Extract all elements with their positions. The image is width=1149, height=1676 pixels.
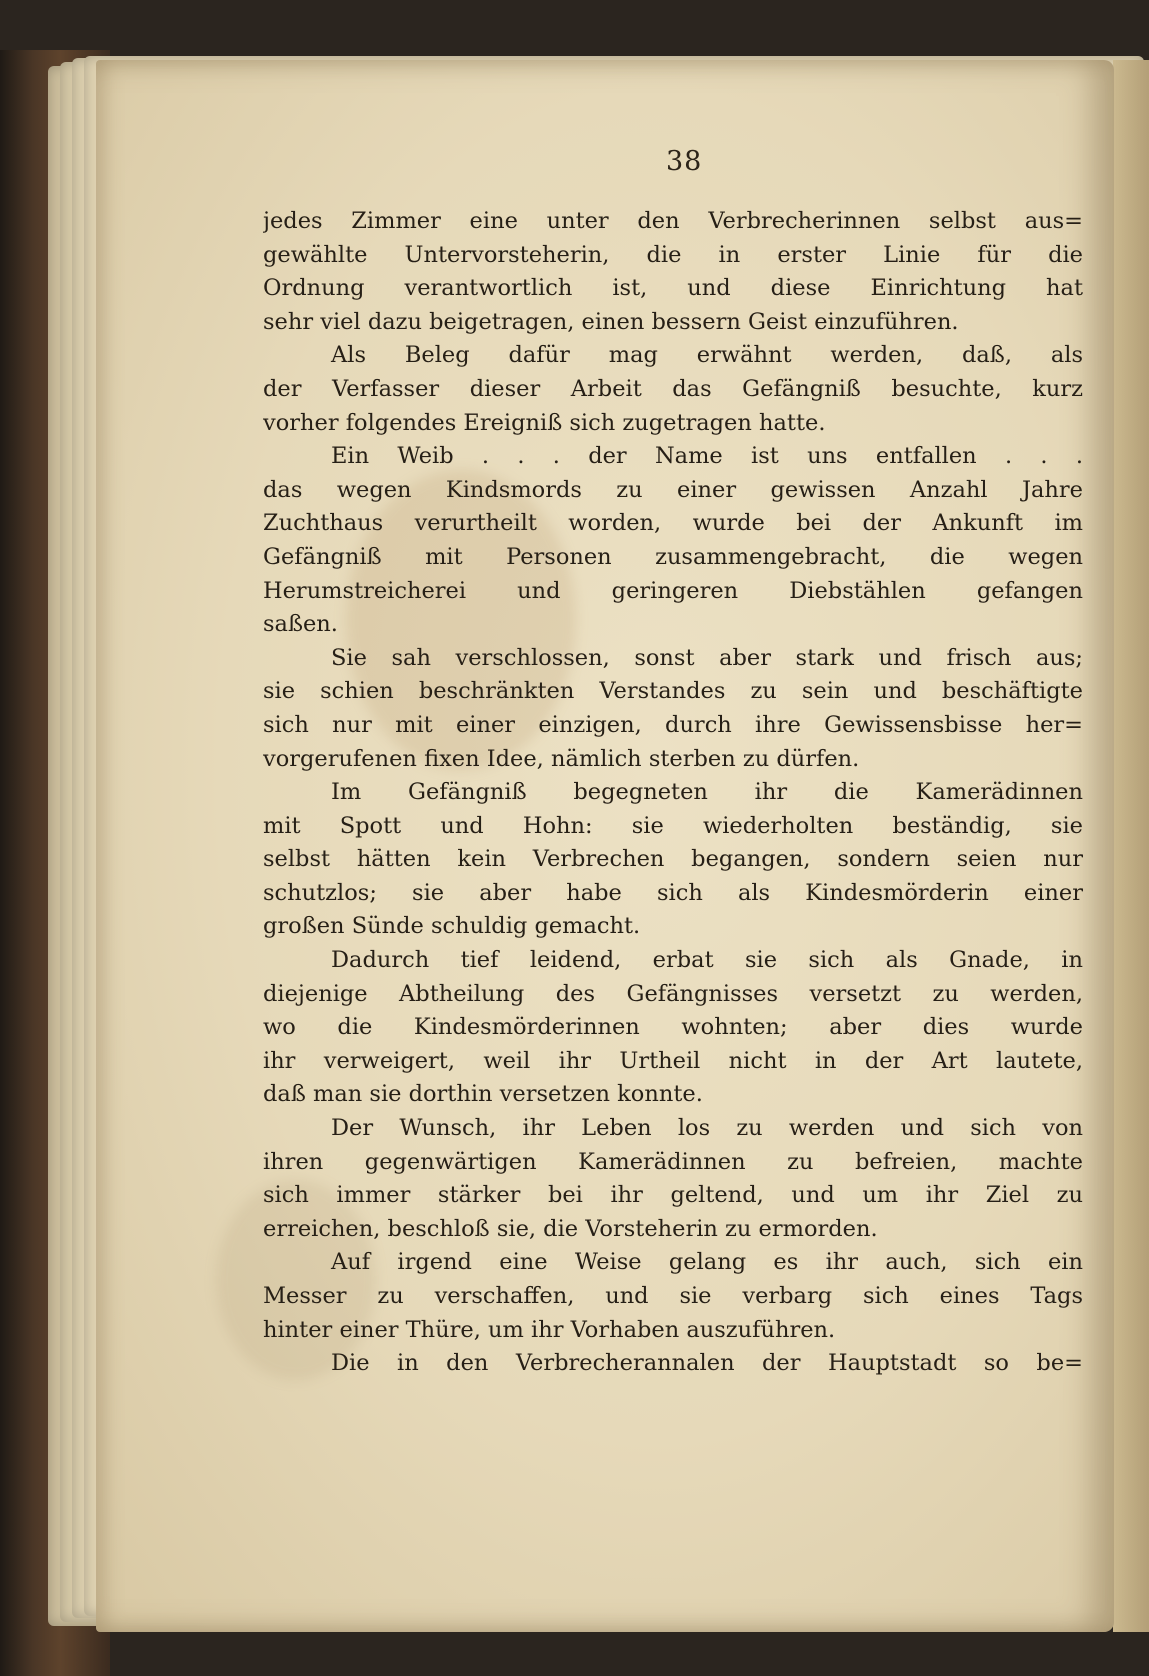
text-line: daß man sie dorthin versetzen konnte. [263,1081,703,1108]
text-line: Als Beleg dafür mag erwähnt werden, daß, als [331,342,1083,369]
text-line: Herumstreicherei und geringeren Diebstählen gefangen [263,577,1083,604]
text-line: Ein Weib . . . der Name ist uns entfallen . . . [331,443,1083,470]
binding-gutter [1113,60,1149,1632]
text-line: sich immer stärker bei ihr geltend, und um ihr Ziel zu [263,1182,1083,1209]
text-line: wo die Kindesmörderinnen wohnten; aber dies wurde [263,1014,1083,1041]
text-line: sie schien beschränkten Verstandes zu sein und beschäftigte [263,678,1083,705]
text-line: vorgerufenen fixen Idee, nämlich sterben zu dürfen. [263,745,860,772]
text-line: Die in den Verbrecherannalen der Hauptstadt so be= [331,1350,1083,1377]
text-line: Sie sah verschlossen, sonst aber stark und frisch aus; [331,644,1083,671]
text-line: ihren gegenwärtigen Kamerädinnen zu befreien, machte [263,1148,1083,1175]
text-line: Zuchthaus verurtheilt worden, wurde bei der Ankunft im [263,510,1083,537]
page-number: 38 [666,146,703,177]
text-line: diejenige Abtheilung des Gefängnisses versetzt zu werden, [263,980,1083,1007]
text-line: erreichen, beschloß sie, die Vorsteherin zu ermorden. [263,1215,878,1242]
text-line: Dadurch tief leidend, erbat sie sich als Gnade, in [331,947,1083,974]
text-line: Messer zu verschaffen, und sie verbarg sich eines Tags [263,1283,1083,1309]
text-line: der Verfasser dieser Arbeit das Gefängniß besuchte, kurz [263,375,1083,402]
body-text [263,205,1083,1381]
text-line: sich nur mit einer einzigen, durch ihre Gewissensbisse her= [263,711,1083,738]
text-line: Ordnung verantwortlich ist, und diese Einrichtung hat [263,275,1083,302]
text-line: großen Sünde schuldig gemacht. [263,913,641,940]
text-line: Auf irgend eine Weise gelang es ihr auch, sich ein [331,1249,1083,1276]
text-line: vorher folgendes Ereigniß sich zugetragen hatte. [263,409,826,436]
text-line: saßen. [263,611,338,638]
text-line: sehr viel dazu beigetragen, einen bessern Geist einzuführen. [263,308,959,335]
text-line: gewählte Untervorsteherin, die in erster Linie für die [263,241,1083,268]
text-line: Der Wunsch, ihr Leben los zu werden und sich von [331,1115,1083,1142]
text-line: jedes Zimmer eine unter den Verbrecherinnen selbst aus= [263,208,1083,234]
text-line: schutzlos; sie aber habe sich als Kindesmörderin einer [263,879,1083,906]
text-line: Im Gefängniß begegneten ihr die Kamerädinnen [331,779,1083,806]
text-line: hinter einer Thüre, um ihr Vorhaben auszuführen. [263,1316,836,1343]
text-line: mit Spott und Hohn: sie wiederholten beständig, sie [263,812,1083,839]
text-line: das wegen Kindsmords zu einer gewissen Anzahl Jahre [263,476,1083,503]
text-line: Gefängniß mit Personen zusammengebracht, die wegen [263,543,1083,570]
text-line: ihr verweigert, weil ihr Urtheil nicht in der Art lautete, [263,1047,1083,1074]
text-line: selbst hätten kein Verbrechen begangen, sondern seien nur [263,846,1083,873]
